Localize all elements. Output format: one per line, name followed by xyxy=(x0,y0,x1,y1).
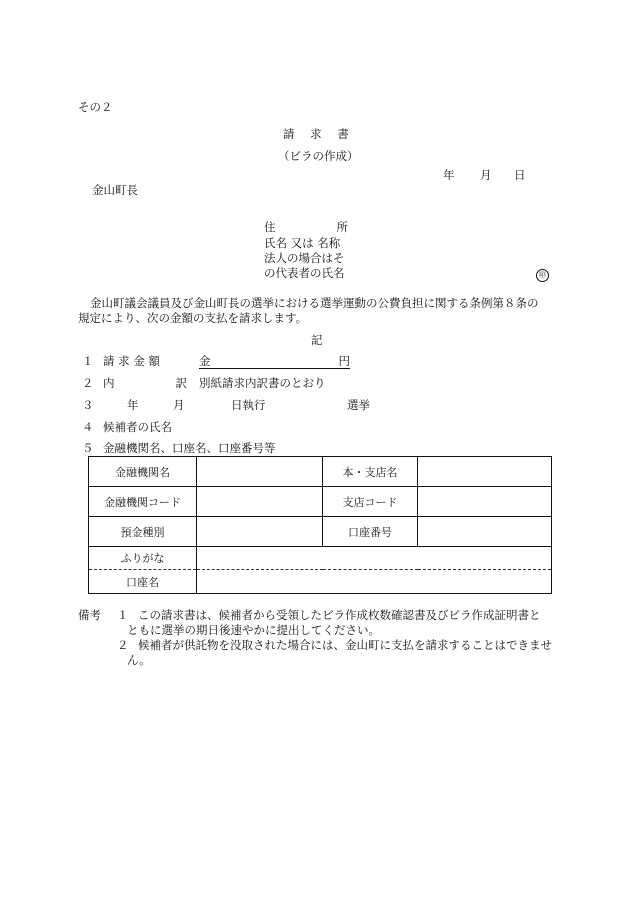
remark2-number: ２ xyxy=(117,638,129,652)
bank-code-field[interactable] xyxy=(197,487,323,517)
item1-number: １ xyxy=(82,354,94,368)
account-name-label: 口座名 xyxy=(89,570,197,594)
item2-label-a: 内 xyxy=(103,376,115,390)
bank-name-field[interactable] xyxy=(197,457,323,487)
date-month: 月 xyxy=(480,168,492,182)
corp-label-line2: の代表者の氏名 xyxy=(264,266,345,280)
account-number-field[interactable] xyxy=(418,517,552,547)
deposit-type-field[interactable] xyxy=(197,517,323,547)
branch-code-field[interactable] xyxy=(418,487,552,517)
item1-amount-field xyxy=(199,354,350,369)
table-row xyxy=(89,517,552,547)
remark1-line1: この請求書は、候補者から受領したビラ作成枚数確認書及びビラ作成証明書と xyxy=(138,608,541,622)
address-label-b: 所 xyxy=(336,220,348,234)
table-row xyxy=(89,457,552,487)
item4-number: ４ xyxy=(82,420,94,434)
item2-label xyxy=(103,376,187,390)
date-year: 年 xyxy=(443,168,455,182)
item1-label: 請 求 金 額 xyxy=(103,354,160,368)
item3-year: 年 xyxy=(127,398,139,412)
seal-mark: ㊞ xyxy=(536,269,549,282)
account-name-field[interactable] xyxy=(197,570,552,594)
table-row xyxy=(89,547,552,570)
bank-name-label: 金融機関名 xyxy=(89,457,197,487)
seal-mark-wrap xyxy=(536,266,549,282)
page-title: 請 求 書 xyxy=(283,127,355,141)
item1-kin: 金 xyxy=(199,354,211,368)
branch-code-label: 支店コード xyxy=(323,487,418,517)
address-label xyxy=(264,220,348,234)
bank-code-label: 金融機関コード xyxy=(89,487,197,517)
corp-label-line1: 法人の場合はそ xyxy=(264,251,345,265)
furigana-field[interactable] xyxy=(197,547,552,570)
name-label: 氏名 又は 名称 xyxy=(264,236,341,250)
branch-label: 本・支店名 xyxy=(323,457,418,487)
item1-yen: 円 xyxy=(338,354,350,368)
remarks-label: 備考 xyxy=(78,608,101,622)
remark1-line2: ともに選挙の期日後速やかに提出してください。 xyxy=(127,623,380,637)
ki-heading: 記 xyxy=(311,333,323,347)
address-label-a: 住 xyxy=(264,220,276,234)
body-text-line2: 規定により、次の金額の支払を請求します。 xyxy=(78,311,308,325)
branch-field[interactable] xyxy=(418,457,552,487)
item5-number: ５ xyxy=(82,441,94,455)
furigana-label: ふりがな xyxy=(89,547,197,570)
item3-month: 月 xyxy=(173,398,185,412)
date-day: 日 xyxy=(514,168,526,182)
deposit-type-label: 預金種別 xyxy=(89,517,197,547)
form-number: その２ xyxy=(78,100,113,114)
item4-label: 候補者の氏名 xyxy=(103,420,172,434)
table-row xyxy=(89,570,552,594)
item3-number: ３ xyxy=(82,398,94,412)
account-number-label: 口座番号 xyxy=(323,517,418,547)
item2-number: ２ xyxy=(82,376,94,390)
page-subtitle: （ビラの作成） xyxy=(278,149,359,163)
remark1-number: １ xyxy=(117,608,129,622)
item2-value: 別紙請求内訳書のとおり xyxy=(199,376,326,390)
bank-table xyxy=(88,456,552,594)
remark2-line1: 候補者が供託物を没取された場合には、金山町に支払を請求することはできませ xyxy=(138,638,552,652)
item5-label: 金融機関名、口座名、口座番号等 xyxy=(103,441,276,455)
body-text-line1: 金山町議会議員及び金山町長の選挙における選挙運動の公費負担に関する条例第８条の xyxy=(90,296,539,310)
item3-election: 選挙 xyxy=(347,398,370,412)
addressee: 金山町長 xyxy=(92,183,138,197)
item2-label-b: 訳 xyxy=(175,376,187,390)
table-row xyxy=(89,487,552,517)
remark2-line2: ん。 xyxy=(127,653,151,667)
item3-day-exec: 日執行 xyxy=(231,398,266,412)
